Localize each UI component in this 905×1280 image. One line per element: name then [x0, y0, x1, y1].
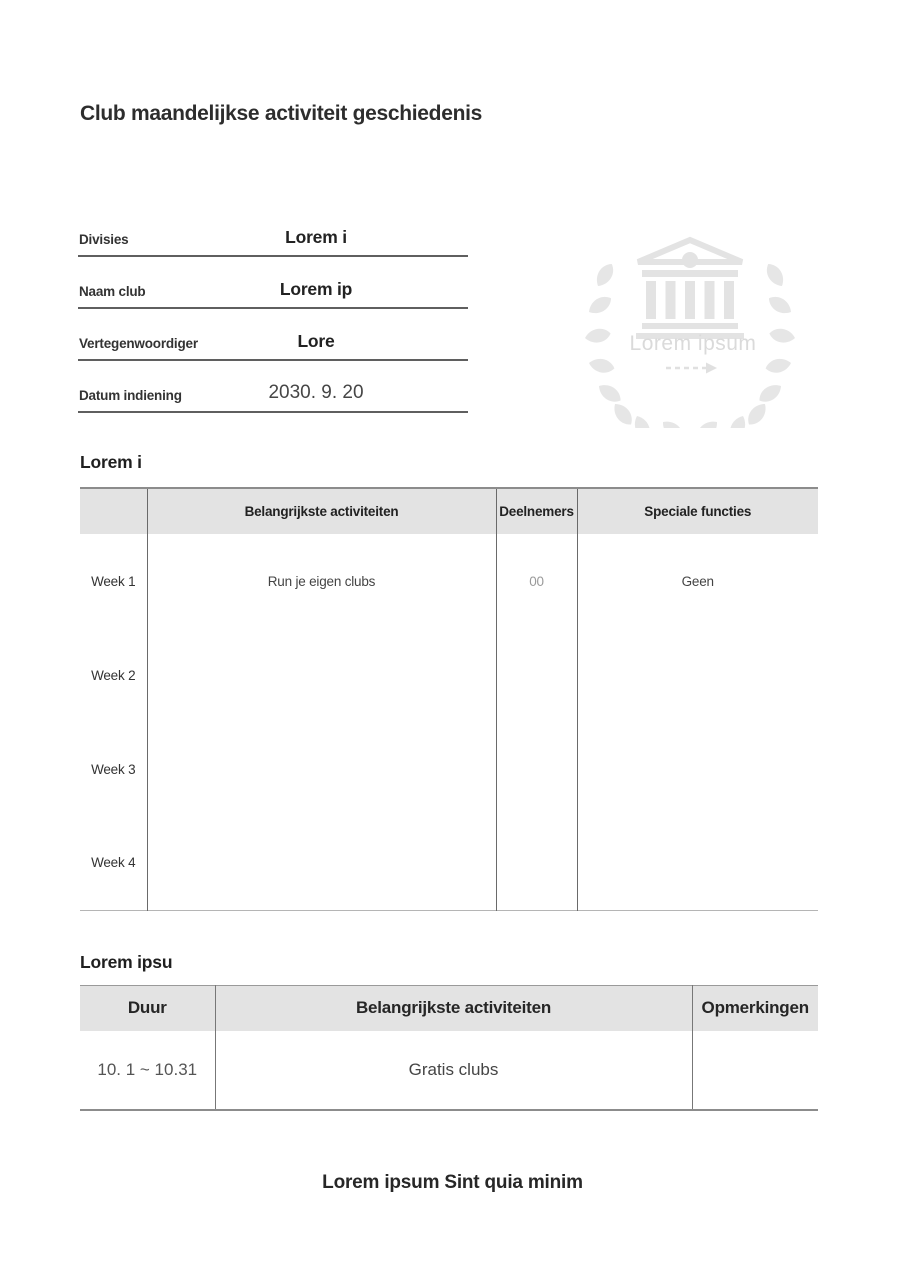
watermark-text: Lorem ipsum	[629, 332, 757, 355]
duration-cell: 10. 1 ~ 10.31	[80, 1031, 215, 1110]
section2-heading: Lorem ipsu	[80, 952, 173, 972]
section1-heading: Lorem i	[80, 452, 142, 472]
table-row	[80, 628, 818, 722]
participants-cell	[496, 628, 577, 722]
page-title: Club maandelijkse activiteit geschiedenis	[80, 102, 483, 125]
column-header-special-features: Speciale functies	[644, 504, 752, 519]
field-label: Naam club	[79, 284, 146, 299]
activity-cell: Gratis clubs	[215, 1031, 692, 1110]
form-field-divisies	[78, 205, 468, 257]
features-cell: Geen	[681, 573, 714, 589]
field-value: Lorem ip	[279, 279, 353, 299]
column-header-remarks: Opmerkingen	[701, 998, 809, 1018]
laurel-wreath-temple-icon	[568, 220, 818, 428]
weekly-activity-table	[80, 487, 818, 911]
table-row	[80, 722, 818, 816]
remarks-cell	[692, 1031, 818, 1110]
features-cell	[577, 628, 818, 722]
field-label: Divisies	[79, 232, 129, 247]
monthly-summary-table	[80, 985, 818, 1111]
week-label: Week 4	[80, 816, 147, 910]
table-row	[80, 534, 818, 628]
table-row	[80, 816, 818, 910]
activity-cell	[147, 722, 496, 816]
club-seal-watermark	[568, 220, 818, 428]
temple-icon	[636, 240, 744, 339]
table-row	[80, 1031, 818, 1110]
field-value: Lore	[297, 331, 335, 351]
table-header-row	[80, 986, 818, 1031]
column-header-week	[80, 488, 147, 534]
activity-cell: Run je eigen clubs	[147, 534, 496, 628]
field-label: Vertegenwoordiger	[79, 336, 198, 351]
form-field-datum-indiening	[78, 361, 468, 413]
info-form	[78, 205, 468, 413]
participants-cell	[496, 722, 577, 816]
activity-cell	[147, 816, 496, 910]
column-header-duration: Duur	[80, 986, 215, 1031]
form-field-naam-club	[78, 257, 468, 309]
week-label: Week 2	[80, 628, 147, 722]
field-value: Lorem i	[285, 227, 347, 247]
arrow-icon	[666, 363, 717, 374]
field-value: 2030. 9. 20	[268, 382, 364, 403]
footer-title: Lorem ipsum Sint quia minim	[322, 1172, 583, 1193]
participants-cell: 00	[496, 534, 577, 628]
week-label: Week 1	[80, 534, 147, 628]
week-label: Week 3	[80, 722, 147, 816]
features-cell	[577, 722, 818, 816]
table-header-row	[80, 488, 818, 534]
features-cell	[577, 816, 818, 910]
activity-cell	[147, 628, 496, 722]
form-field-vertegenwoordiger	[78, 309, 468, 361]
field-label: Datum indiening	[79, 388, 182, 403]
participants-cell	[496, 816, 577, 910]
column-header-activities: Belangrijkste activiteiten	[147, 488, 496, 534]
column-header-activities: Belangrijkste activiteiten	[215, 986, 692, 1031]
column-header-participants: Deelnemers	[496, 488, 577, 534]
